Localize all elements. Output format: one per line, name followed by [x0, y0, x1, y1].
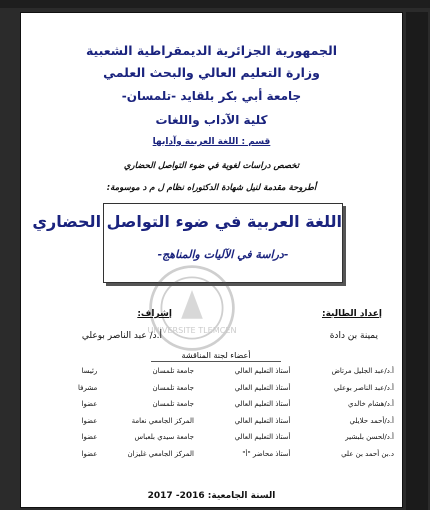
committee-row	[49, 446, 394, 463]
member-rank: أستاذ التعليم العالي	[234, 367, 291, 376]
member-name: أ.د/هشام خالدي	[347, 400, 394, 409]
member-name: د.بن أحمد بن علي	[341, 449, 394, 458]
member-name: أ.د/عبد الناصر بوعلي	[333, 383, 394, 392]
thesis-subtitle: -دراسة في الآليات والمناهج-	[157, 248, 289, 261]
member-rank: أستاذ التعليم العالي	[234, 416, 291, 425]
member-name: أ.د/لحسن بلبشير	[345, 433, 394, 442]
member-role: رئيسا	[81, 367, 98, 376]
committee-table	[49, 363, 394, 462]
member-institution: جامعة تلمسان	[152, 383, 194, 392]
vertical-scrollbar[interactable]	[406, 12, 428, 510]
student-name: يمينة بن دادة	[329, 331, 378, 341]
member-role: عضوا	[81, 433, 98, 442]
member-role: عضوا	[81, 416, 98, 425]
seal-text: UNIVERSITE TLEMCEN	[147, 325, 237, 336]
header-ministry: وزارة التعليم العالي والبحث العلمي	[103, 65, 320, 80]
header-department: قسم : اللغة العربية وآدابها	[152, 137, 271, 147]
student-label: إعداد الطالبة:	[322, 309, 382, 319]
member-rank: أستاذ التعليم العالي	[234, 383, 291, 392]
member-role: عضوا	[81, 449, 98, 458]
member-name: أ.د/عبد الجليل مرتاض	[331, 367, 394, 376]
member-role: عضوا	[81, 400, 98, 409]
committee-title: أعضاء لجنة المناقشة	[151, 351, 281, 362]
member-rank: أستاذ التعليم العالي	[234, 400, 291, 409]
member-institution: جامعة تلمسان	[152, 367, 194, 376]
committee-row	[49, 429, 394, 446]
committee-row	[49, 363, 394, 380]
academic-year: السنة الجامعية: 2016- 2017	[147, 491, 276, 501]
member-name: أ.د/أحمد حلايلي	[349, 416, 394, 425]
member-role: مشرفا	[77, 383, 98, 392]
header-specialty: تخصص دراسات لغوية في ضوء التواصل الحضاري	[123, 161, 300, 171]
committee-row	[49, 380, 394, 397]
member-rank: أستاذ التعليم العالي	[234, 433, 291, 442]
window-top-edge	[0, 0, 430, 8]
thesis-title: اللغة العربية في ضوء التواصل الحضاري	[32, 212, 342, 231]
supervisor-label: إشراف:	[137, 309, 172, 319]
member-institution: جامعة تلمسان	[152, 400, 194, 409]
committee-row	[49, 396, 394, 413]
header-university: جامعة أبي بكر بلقايد -تلمسان-	[121, 89, 302, 103]
header-thesis-note: أطروحة مقدمة لنيل شهادة الدكتوراه نظام ل م د موسومة:	[106, 183, 317, 193]
document-page	[20, 12, 403, 508]
header-faculty: كلية الآداب واللغات	[155, 113, 268, 127]
supervisor-name: أ.د/ عبد الناصر بوعلي	[81, 331, 162, 341]
member-rank: أستاذ محاضر "أ"	[242, 449, 291, 458]
member-institution: جامعة سيدي بلعباس	[134, 433, 194, 442]
committee-row	[49, 413, 394, 430]
header-republic: الجمهورية الجزائرية الديمقراطية الشعبية	[85, 43, 338, 58]
member-institution: المركز الجامعي غليزان	[127, 449, 194, 458]
member-institution: المركز الجامعي نعامة	[131, 416, 194, 425]
